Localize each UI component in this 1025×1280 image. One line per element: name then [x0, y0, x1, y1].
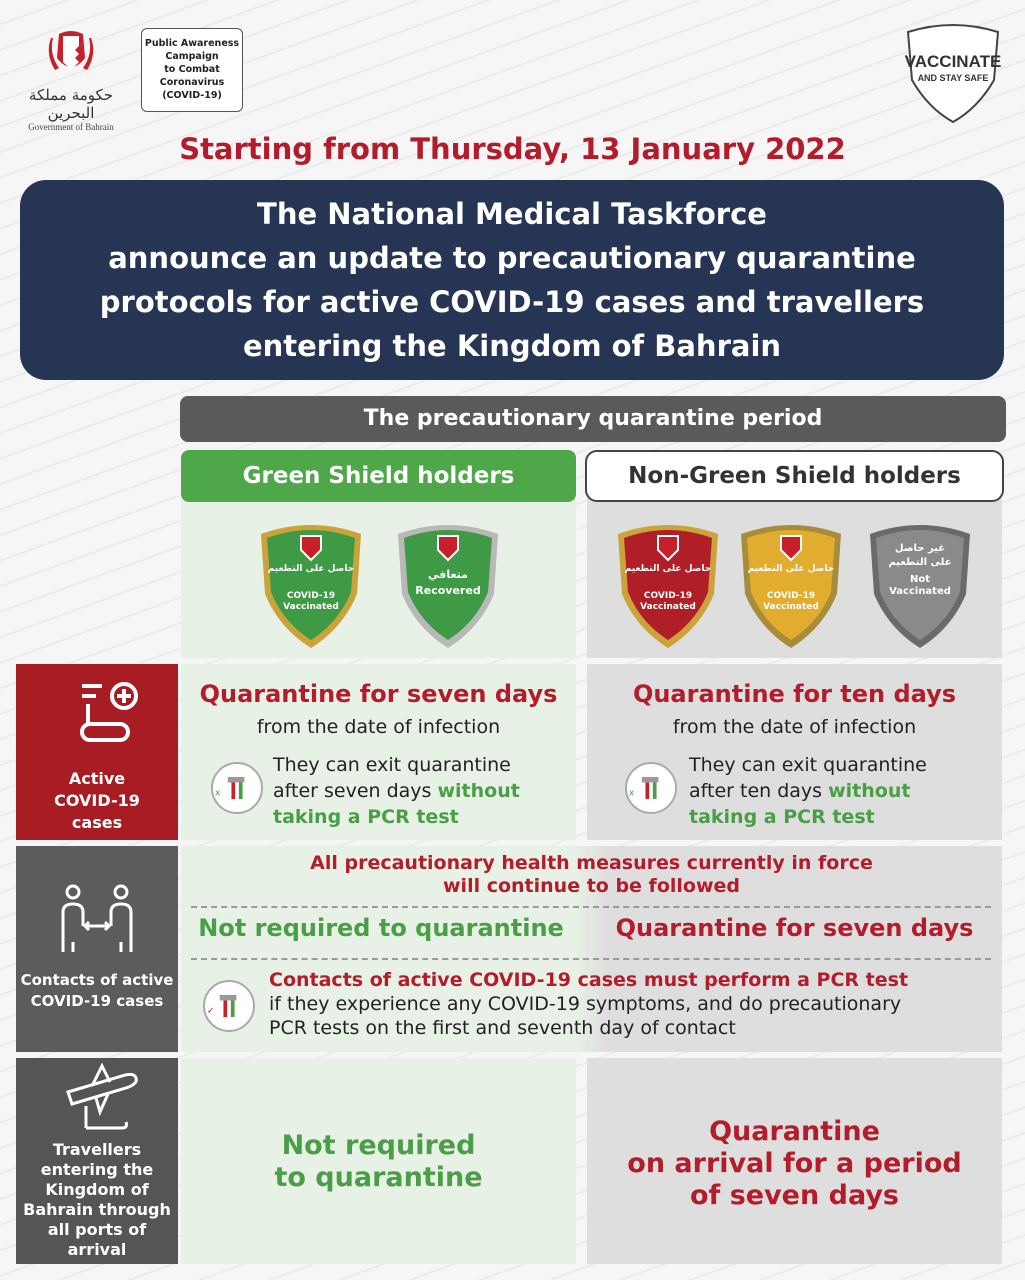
banner-line: entering the Kingdom of Bahrain: [242, 329, 782, 363]
shield-vaccinated-yellow: [733, 516, 849, 651]
travellers-grey-line: of seven days: [690, 1180, 899, 1211]
travellers-label-line: arrival: [67, 1240, 127, 1259]
contacts-green-text: Not required to quarantine: [198, 914, 564, 942]
measures-line: All precautionary health measures currently in force: [310, 852, 873, 874]
divider: [191, 906, 991, 908]
shield-en1: COVID-19: [286, 591, 336, 601]
government-logo: [22, 28, 120, 132]
active-grey-exit-line: They can exit quarantine: [689, 754, 927, 776]
active-green-subtitle: from the date of infection: [256, 716, 501, 738]
gov-english-text: Government of Bahrain: [28, 122, 114, 132]
active-green-exit-line: after seven days: [273, 780, 438, 802]
travellers-grey-line: Quarantine: [709, 1116, 880, 1147]
people-contact-icon: [57, 882, 137, 962]
campaign-line: (COVID-19): [162, 90, 222, 101]
pcr-line: Contacts of active COVID-19 cases must perform a PCR test: [269, 969, 909, 991]
bahrain-emblem-icon: [45, 28, 97, 80]
test-tube-icon: [78, 680, 148, 750]
travellers-grey-line: on arrival for a period: [627, 1148, 962, 1179]
active-label-line: cases: [71, 813, 123, 832]
travellers-green-cell: [181, 1058, 576, 1264]
active-label-line: COVID-19: [54, 791, 140, 810]
campaign-box: [141, 28, 243, 112]
travellers-green-line: Not required: [281, 1130, 476, 1161]
svg-text:x: x: [214, 787, 221, 799]
period-header: The precautionary quarantine period: [180, 396, 1006, 442]
svg-text:x: x: [628, 787, 635, 799]
shield-arabic: متعافي: [428, 568, 468, 581]
start-date-title: Starting from Thursday, 13 January 2022: [179, 132, 846, 166]
divider: [191, 958, 991, 960]
shield-icon: [253, 516, 369, 651]
contacts-label: [16, 846, 178, 1052]
contacts-grey-text: Quarantine for seven days: [615, 914, 974, 942]
travellers-label-line: Kingdom of: [45, 1180, 149, 1199]
active-cases-label: [16, 664, 178, 840]
active-grey-subtitle: from the date of infection: [672, 716, 917, 738]
travellers-green-line: to quarantine: [274, 1162, 483, 1193]
active-grey-exit-line: after ten days: [689, 780, 829, 802]
banner-line: The National Medical Taskforce: [257, 197, 767, 231]
pcr-check-icon: [203, 980, 255, 1032]
non-green-shield-header: Non-Green Shield holders: [585, 450, 1004, 502]
measures-line: will continue to be followed: [443, 875, 740, 897]
shield-en2: Vaccinated: [889, 586, 951, 597]
contacts-label-line: Contacts of active: [20, 971, 174, 989]
pcr-line: PCR tests on the first and seventh day of contact: [269, 1017, 736, 1039]
shield-en2: Vaccinated: [640, 602, 696, 612]
campaign-line: Coronavirus: [159, 77, 225, 88]
announcement-banner: [20, 180, 1004, 380]
travellers-label: [16, 1058, 178, 1264]
active-green-exit-line: taking a PCR test: [273, 806, 459, 828]
campaign-line: Public Awareness: [144, 38, 240, 49]
shield-en1: COVID-19: [766, 591, 816, 601]
active-grey-cell: [587, 664, 1002, 840]
contacts-label-line: COVID-19 cases: [30, 992, 164, 1010]
travellers-label-line: Bahrain through: [23, 1200, 171, 1219]
pcr-crossed-icon: [625, 762, 677, 814]
shield-en2: Vaccinated: [283, 602, 339, 612]
shield-en1: Recovered: [415, 584, 481, 597]
active-label-line: Active: [68, 769, 126, 788]
shield-en1: Not: [909, 574, 931, 585]
shield-arabic: حاصل على التطعيم: [267, 564, 355, 574]
shield-vaccinated-red: [610, 516, 726, 651]
active-green-exit-line: They can exit quarantine: [273, 754, 511, 776]
active-grey-title: Quarantine for ten days: [632, 680, 957, 708]
travellers-label-line: Travellers: [52, 1140, 142, 1159]
green-column-panel: [181, 498, 576, 658]
vaccinate-subtitle: AND STAY SAFE: [917, 73, 989, 83]
travellers-grey-cell: [587, 1058, 1002, 1264]
airplane-icon: [62, 1062, 142, 1132]
banner-line: announce an update to precautionary quarantine: [108, 241, 916, 275]
campaign-line: Campaign: [165, 51, 219, 62]
active-green-cell: [181, 664, 576, 840]
shield-en2: Vaccinated: [763, 602, 819, 612]
shield-recovered: [390, 516, 506, 651]
shield-en1: COVID-19: [643, 591, 693, 601]
green-shield-header: Green Shield holders: [181, 450, 576, 502]
without-text: without: [437, 780, 520, 802]
gov-arabic-text: حكومة مملكة البحرين: [28, 86, 114, 122]
active-green-title: Quarantine for seven days: [199, 680, 558, 708]
travellers-label-line: all ports of: [47, 1220, 147, 1239]
contacts-cell: [181, 846, 1002, 1052]
shield-arabic: غير حاصل على التطعيم: [888, 543, 952, 568]
shield-arabic: حاصل على التطعيم: [624, 564, 712, 574]
pcr-crossed-icon: [211, 762, 263, 814]
pcr-line: if they experience any COVID-19 symptoms, and do precautionary: [269, 993, 902, 1015]
active-grey-exit-line: taking a PCR test: [689, 806, 875, 828]
campaign-line: to Combat: [164, 64, 220, 75]
travellers-label-line: entering the: [40, 1160, 154, 1179]
shield-vaccinated-green: [253, 516, 369, 651]
banner-line: protocols for active COVID-19 cases and travellers: [99, 285, 925, 319]
shield-icon: [733, 516, 849, 651]
without-text: without: [828, 780, 911, 802]
shield-not-vaccinated: [862, 516, 978, 651]
shield-arabic: حاصل على التطعيم: [747, 564, 835, 574]
vaccinate-title: VACCINATE: [904, 52, 1002, 71]
svg-text:✓: ✓: [206, 1005, 215, 1017]
shield-icon: [610, 516, 726, 651]
